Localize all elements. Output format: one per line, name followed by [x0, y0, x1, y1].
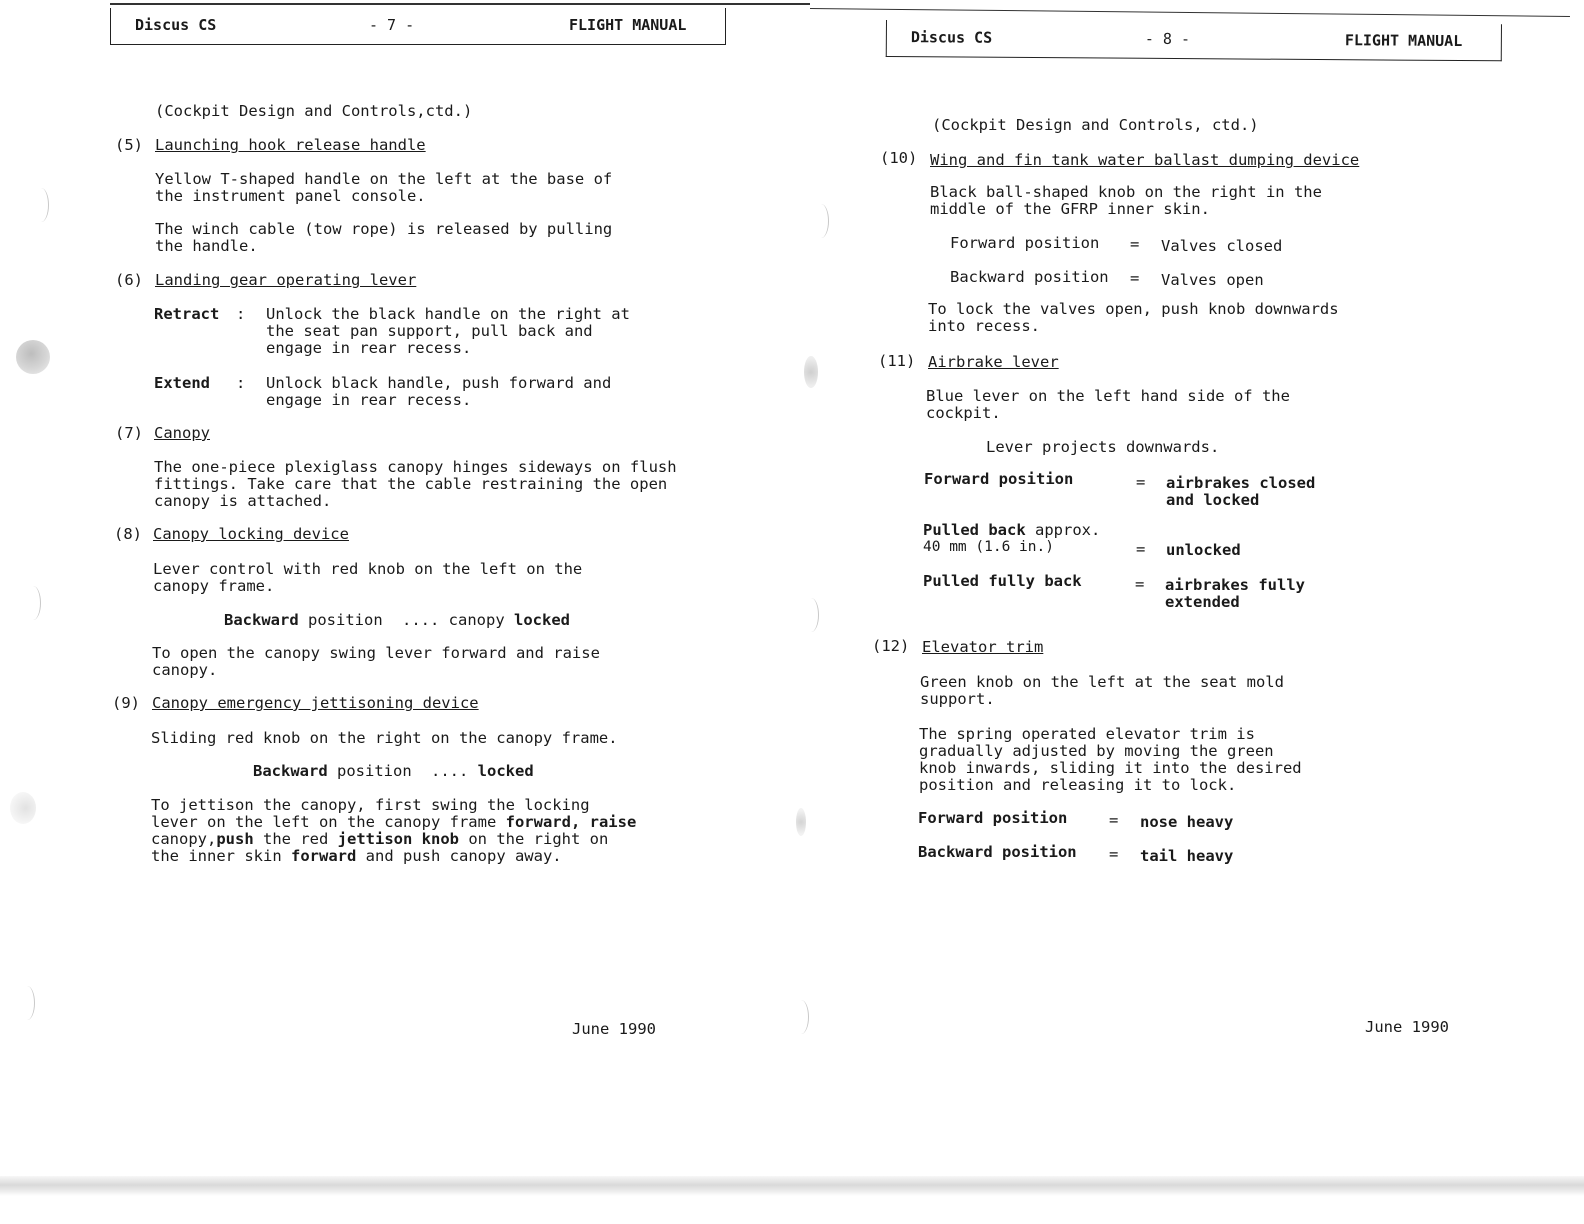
scan-edge-bottom [0, 1176, 1584, 1196]
paragraph [154, 459, 677, 510]
position-value [1165, 577, 1305, 611]
text-line: canopy. [152, 661, 218, 679]
text-line: engage in rear recess. [266, 391, 472, 409]
position-label: Forward position [918, 809, 1068, 827]
position-label: Pulled fully back [923, 572, 1082, 590]
text-line: extended [1165, 593, 1240, 611]
section-number: (12) [872, 637, 910, 655]
text-line [923, 522, 1100, 539]
text-line [151, 848, 636, 865]
position-word: position [337, 762, 412, 780]
paragraph [926, 388, 1290, 422]
position-value: nose heavy [1140, 813, 1234, 831]
text-line: gradually adjusted by moving the green [919, 742, 1274, 760]
page-footer-date: June 1990 [1365, 1018, 1449, 1036]
text-span: lever on the left on the canopy frame [151, 813, 497, 831]
text-line: To lock the valves open, push knob downwards [928, 300, 1339, 318]
paragraph: Sliding red knob on the right on the canopy frame. [151, 729, 618, 747]
position-label: Forward position [924, 470, 1074, 488]
text-span: on the right on [468, 830, 609, 848]
text-line: Black ball-shaped knob on the right in the [930, 183, 1322, 201]
position-label: Backward position [918, 843, 1077, 861]
binding-mark [36, 188, 49, 222]
section-number: (7) [115, 424, 143, 442]
text-line: airbrakes closed [1166, 474, 1316, 492]
text-span-bold: push [216, 830, 254, 848]
header-manual-title: FLIGHT MANUAL [1344, 31, 1463, 51]
text-line [151, 814, 636, 831]
section-number: (9) [112, 694, 140, 712]
text-span: the red [263, 830, 329, 848]
text-line: knob inwards, sliding it into the desired [919, 759, 1302, 777]
text-span-bold: forward, raise [505, 813, 637, 831]
text-span: and push canopy away. [365, 847, 562, 865]
punch-hole [10, 792, 36, 824]
position-row [224, 611, 570, 629]
text-line: airbrakes fully [1165, 576, 1305, 594]
text-span-bold: jettison knob [337, 830, 459, 848]
section-title: Airbrake lever [928, 353, 1059, 371]
text-line: Lever control with red knob on the left on the [153, 560, 583, 578]
position-label: Backward [224, 611, 299, 629]
right-page-header [886, 20, 1502, 61]
section-title: Launching hook release handle [155, 136, 426, 154]
header-page-number: - 8 - [1144, 29, 1191, 49]
text-line: engage in rear recess. [266, 339, 472, 357]
text-line: The one-piece plexiglass canopy hinges sideways on flush [154, 458, 677, 476]
position-value: Valves open [1161, 271, 1264, 289]
left-page-header [110, 8, 726, 45]
section-title: Canopy [154, 424, 210, 442]
position-word: position [308, 611, 383, 629]
extend-label: Extend [154, 374, 210, 392]
paragraph [152, 645, 600, 679]
continued-heading: (Cockpit Design and Controls, ctd.) [932, 116, 1259, 134]
section-title: Wing and fin tank water ballast dumping device [930, 151, 1360, 169]
position-value: tail heavy [1140, 847, 1234, 865]
paragraph [155, 171, 612, 205]
section-number: (10) [880, 149, 918, 167]
position-row [253, 762, 534, 780]
position-equals: = [1109, 845, 1119, 863]
retract-label: Retract [154, 305, 220, 323]
text-line: canopy is attached. [154, 492, 332, 510]
extend-colon: : [236, 374, 246, 392]
header-doc-title: Discus CS [135, 16, 217, 34]
continued-heading: (Cockpit Design and Controls,ctd.) [155, 102, 473, 120]
text-line: fittings. Take care that the cable restraining the open [154, 475, 668, 493]
punch-hole [796, 808, 806, 836]
text-line: Blue lever on the left hand side of the [926, 387, 1290, 405]
text-line: Green knob on the left at the seat mold [920, 673, 1284, 691]
position-value [1166, 475, 1315, 509]
text-line: To open the canopy swing lever forward and raise [152, 644, 600, 662]
section-title: Canopy locking device [153, 525, 349, 543]
position-equals: = [1109, 811, 1119, 829]
paragraph: Lever projects downwards. [986, 438, 1220, 456]
section-title: Landing gear operating lever [155, 271, 417, 289]
position-dots: .... [431, 762, 469, 780]
position-equals: = [1136, 473, 1146, 491]
text-line: the seat pan support, pull back and [266, 322, 593, 340]
scan-edge-top-right [810, 8, 1570, 17]
position-equals: = [1135, 575, 1145, 593]
text-span: approx. [1035, 521, 1101, 539]
text-line: Unlock the black handle on the right at [266, 305, 630, 323]
position-equals: = [1136, 540, 1146, 558]
binding-mark [806, 598, 819, 632]
position-equals: = [1130, 235, 1140, 253]
binding-mark [28, 586, 41, 620]
punch-hole [804, 356, 818, 388]
section-number: (8) [114, 525, 142, 543]
position-label: Forward position [950, 234, 1100, 252]
section-number: (6) [115, 271, 143, 289]
text-span: the inner skin [151, 847, 282, 865]
text-line: and locked [1166, 491, 1260, 509]
paragraph [930, 184, 1322, 218]
text-span: canopy, [151, 830, 217, 848]
text-line: canopy frame. [153, 577, 275, 595]
text-line: The winch cable (tow rope) is released by pulling [155, 220, 613, 238]
position-dots: .... [402, 611, 440, 629]
position-canopy: canopy [448, 611, 505, 629]
position-value: Valves closed [1161, 237, 1283, 255]
paragraph [153, 561, 582, 595]
section-number: (11) [878, 352, 916, 370]
text-span-bold: forward [291, 847, 357, 865]
paragraph [155, 221, 612, 255]
position-value: locked [477, 762, 534, 780]
paragraph [920, 674, 1284, 708]
retract-text [266, 306, 630, 357]
paragraph [151, 797, 636, 865]
text-line: cockpit. [926, 404, 1001, 422]
binding-mark [22, 986, 35, 1020]
paragraph [928, 301, 1339, 335]
binding-mark [816, 204, 829, 238]
header-doc-title: Discus CS [910, 28, 993, 47]
punch-hole [16, 340, 50, 374]
paragraph [919, 726, 1302, 794]
extend-text [266, 375, 611, 409]
retract-colon: : [236, 305, 246, 323]
text-line: The spring operated elevator trim is [919, 725, 1255, 743]
text-line: the instrument panel console. [155, 187, 426, 205]
position-equals: = [1130, 269, 1140, 287]
position-label [923, 522, 1100, 556]
position-label: Backward [253, 762, 328, 780]
text-line: middle of the GFRP inner skin. [930, 200, 1210, 218]
text-line: position and releasing it to lock. [919, 776, 1237, 794]
position-value: locked [514, 611, 571, 629]
section-title: Elevator trim [922, 638, 1044, 656]
header-page-number: - 7 - [369, 16, 415, 34]
text-line: support. [920, 690, 995, 708]
section-title: Canopy emergency jettisoning device [152, 694, 479, 712]
binding-mark [796, 1000, 809, 1034]
text-line: To jettison the canopy, first swing the locking [151, 796, 590, 814]
text-line [151, 831, 636, 848]
text-line: into recess. [928, 317, 1040, 335]
text-line: Yellow T-shaped handle on the left at the base of [155, 170, 613, 188]
text-line: the handle. [155, 237, 258, 255]
text-span-bold: Pulled back [923, 521, 1026, 539]
position-label: Backward position [950, 268, 1109, 286]
position-value: unlocked [1166, 541, 1241, 559]
header-manual-title: FLIGHT MANUAL [569, 16, 687, 34]
section-number: (5) [115, 136, 143, 154]
page-footer-date: June 1990 [572, 1020, 656, 1038]
text-line: 40 mm (1.6 in.) [923, 539, 1054, 555]
scan-edge-top-left [110, 3, 810, 5]
text-line: Unlock black handle, push forward and [266, 374, 612, 392]
